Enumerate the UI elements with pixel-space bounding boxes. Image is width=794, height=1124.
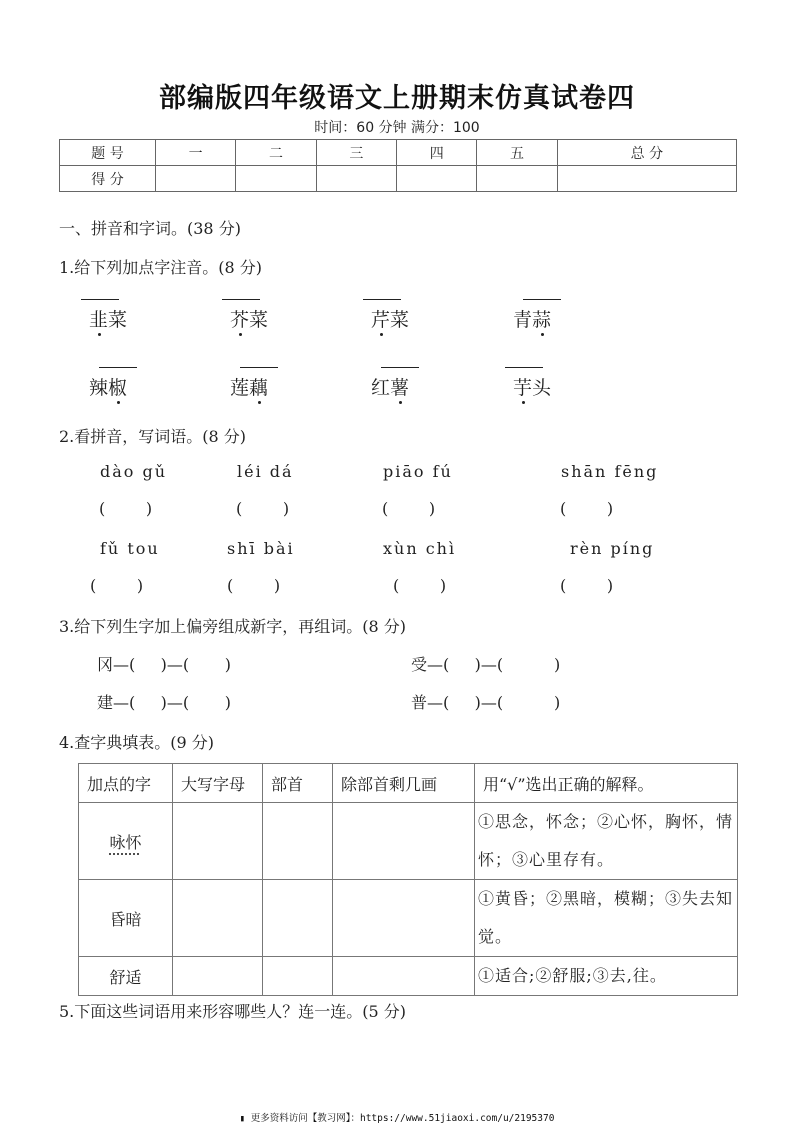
pinyin-prompt: fǔ tou (100, 539, 160, 558)
dictionary-table (78, 763, 738, 996)
pinyin-word: 红薯 (371, 373, 409, 400)
pinyin-prompt: léi dá (237, 462, 294, 481)
dictionary-table-header (79, 764, 738, 803)
score-cell: 四 (397, 140, 477, 166)
pinyin-word: 辣椒 (89, 373, 127, 400)
answer-cell[interactable] (263, 957, 333, 996)
answer-cell[interactable] (263, 803, 333, 880)
score-input-cell[interactable] (477, 166, 557, 192)
table-row (79, 957, 738, 996)
answer-cell[interactable] (263, 880, 333, 957)
answer-line[interactable] (99, 367, 137, 368)
answer-bracket[interactable]: ( ) (90, 576, 144, 595)
answer-line[interactable] (523, 299, 561, 300)
score-input-cell[interactable] (156, 166, 236, 192)
answer-line[interactable] (81, 299, 119, 300)
pinyin-prompt: shī bài (227, 539, 295, 558)
score-cell: 题 号 (60, 140, 156, 166)
pinyin-prompt: xùn chì (383, 539, 457, 558)
pinyin-word: 青蒜 (513, 305, 551, 332)
answer-cell[interactable] (333, 803, 475, 880)
word-cell: 舒适 (79, 957, 173, 996)
pinyin-prompt: piāo fú (383, 462, 453, 481)
column-header: 用“√”选出正确的解释。 (475, 764, 738, 803)
table-row (79, 880, 738, 957)
score-table-score-row (60, 166, 737, 192)
radical-item[interactable]: 建—( )—( ) (97, 693, 232, 712)
definition-cell[interactable]: ①黄昏；②黑暗，模糊；③失去知觉。 (475, 880, 738, 957)
pinyin-prompt: shān fēng (561, 462, 659, 481)
pinyin-prompt: dào gǔ (100, 462, 168, 481)
column-header: 加点的字 (79, 764, 173, 803)
score-table-header-row (60, 140, 737, 166)
emphasis-dot (380, 333, 383, 336)
pinyin-prompt: rèn píng (570, 539, 655, 558)
answer-cell[interactable] (333, 957, 475, 996)
pinyin-word: 芋头 (513, 373, 551, 400)
score-cell: 一 (156, 140, 236, 166)
answer-bracket[interactable]: ( ) (99, 499, 153, 518)
section-heading: 一、拼音和字词。(38 分) (59, 219, 241, 238)
definition-cell[interactable]: ①适合;②舒服;③去,往。 (475, 957, 738, 996)
answer-bracket[interactable]: ( ) (236, 499, 290, 518)
emphasis-dot (522, 401, 525, 404)
score-input-cell[interactable] (557, 166, 736, 192)
question-4: 4.查字典填表。(9 分) (59, 733, 215, 752)
emphasis-dot (541, 333, 544, 336)
column-header: 大写字母 (173, 764, 263, 803)
score-cell: 二 (236, 140, 316, 166)
score-table (59, 139, 737, 192)
answer-cell[interactable] (173, 803, 263, 880)
score-input-cell[interactable] (397, 166, 477, 192)
pinyin-word: 莲藕 (230, 373, 268, 400)
score-cell: 三 (316, 140, 396, 166)
radical-item[interactable]: 受—( )—( ) (411, 655, 561, 674)
answer-bracket[interactable]: ( ) (560, 499, 614, 518)
answer-bracket[interactable]: ( ) (560, 576, 614, 595)
pinyin-word: 芥菜 (230, 305, 268, 332)
pinyin-word: 韭菜 (89, 305, 127, 332)
answer-line[interactable] (363, 299, 401, 300)
score-input-cell[interactable] (236, 166, 316, 192)
question-3: 3.给下列生字加上偏旁组成新字，再组词。(8 分) (59, 617, 407, 636)
word-cell: 昏暗 (79, 880, 173, 957)
answer-cell[interactable] (173, 880, 263, 957)
emphasis-dot (399, 401, 402, 404)
score-cell: 总 分 (557, 140, 736, 166)
score-input-cell[interactable] (316, 166, 396, 192)
answer-cell[interactable] (173, 957, 263, 996)
answer-bracket[interactable]: ( ) (227, 576, 281, 595)
emphasis-dot (258, 401, 261, 404)
word-cell: 咏怀 (79, 803, 173, 880)
column-header: 部首 (263, 764, 333, 803)
question-5: 5.下面这些词语用来形容哪些人？连一连。(5 分) (59, 1002, 407, 1021)
question-2: 2.看拼音，写词语。(8 分) (59, 427, 247, 446)
emphasis-dot (239, 333, 242, 336)
question-1: 1.给下列加点字注音。(8 分) (59, 258, 263, 277)
exam-info: 时间：60 分钟 满分：100 (314, 120, 480, 136)
radical-item[interactable]: 普—( )—( ) (411, 693, 561, 712)
table-row (79, 803, 738, 880)
answer-bracket[interactable]: ( ) (393, 576, 447, 595)
flag-icon: ▮ (239, 1114, 245, 1124)
answer-line[interactable] (240, 367, 278, 368)
answer-cell[interactable] (333, 880, 475, 957)
column-header: 除部首剩几画 (333, 764, 475, 803)
answer-line[interactable] (381, 367, 419, 368)
emphasis-dot (117, 401, 120, 404)
answer-line[interactable] (222, 299, 260, 300)
footer-link[interactable]: ▮ 更多资料访问【教习网】：https://www.51jiaoxi.com/u/2195370 (239, 1113, 555, 1124)
answer-bracket[interactable]: ( ) (382, 499, 436, 518)
page-title: 部编版四年级语文上册期末仿真试卷四 (159, 83, 635, 114)
emphasis-dot (98, 333, 101, 336)
definition-cell[interactable]: ①思念，怀念；②心怀，胸怀，情怀；③心里存有。 (475, 803, 738, 880)
answer-line[interactable] (505, 367, 543, 368)
score-cell: 五 (477, 140, 557, 166)
pinyin-word: 芹菜 (371, 305, 409, 332)
score-cell: 得 分 (60, 166, 156, 192)
radical-item[interactable]: 冈—( )—( ) (97, 655, 232, 674)
